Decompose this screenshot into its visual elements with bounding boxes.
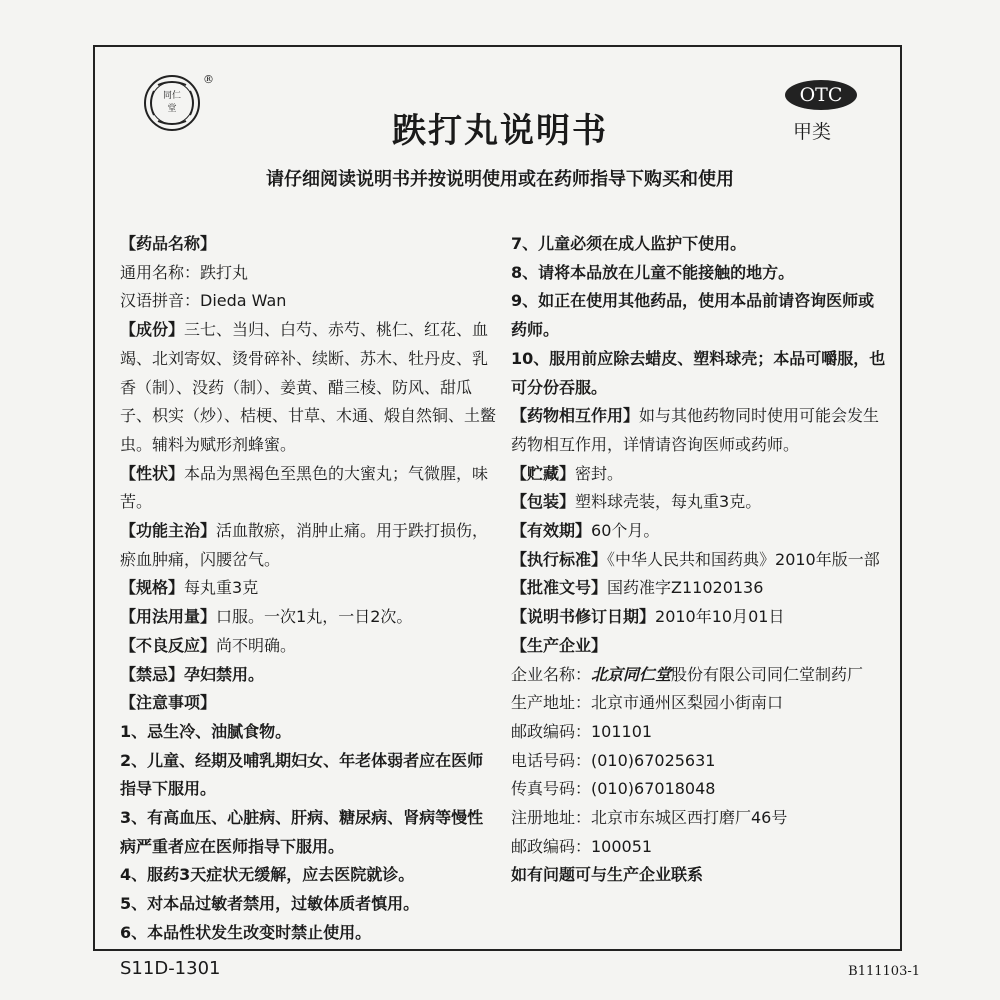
document-title: 跌打丸说明书 bbox=[392, 111, 608, 151]
postcode: 邮政编码：101101 bbox=[511, 721, 653, 741]
company-brand: 北京同仁堂 bbox=[591, 664, 672, 684]
right-column bbox=[511, 230, 886, 890]
section-heading-interaction: 【药物相互作用】 bbox=[511, 406, 640, 426]
section-heading-indications: 【功能主治】 bbox=[120, 521, 217, 541]
interaction-section bbox=[511, 402, 886, 459]
section-heading-name: 【药品名称】 bbox=[120, 234, 217, 253]
adverse-section bbox=[120, 632, 496, 661]
section-heading-approval: 【批准文号】 bbox=[511, 578, 608, 598]
interaction-text: 如与其他药物同时使用可能会发生药物相互作用，详情请咨询医师或药师。 bbox=[511, 406, 880, 454]
storage-section bbox=[511, 460, 886, 489]
company-rest: 股份有限公司同仁堂制药厂 bbox=[671, 664, 864, 684]
package-text: 塑料球壳装，每丸重3克。 bbox=[575, 492, 762, 512]
generic-name: 通用名称：跌打丸 bbox=[120, 262, 249, 282]
precaution-item: 6、本品性状发生改变时禁止使用。 bbox=[120, 922, 372, 942]
ingredients-text: 三七、当归、白芍、赤芍、桃仁、红花、血竭、北刘寄奴、烫骨碎补、续断、苏木、牡丹皮、乳香（制）、没药（制）、姜黄、醋三棱、防风、甜瓜子、枳实（炒）、桔梗、甘草、木通、煅自然铜、土鳖虫。辅料为赋形剂蜂蜜。 bbox=[120, 320, 497, 454]
svg-text:堂: 堂 bbox=[167, 104, 177, 114]
precaution-item: 7、儿童必须在成人监护下使用。 bbox=[511, 234, 747, 253]
footer-code-right: B111103-1 bbox=[848, 964, 920, 979]
section-heading-revision: 【说明书修订日期】 bbox=[511, 607, 656, 627]
precaution-item: 5、对本品过敏者禁用，过敏体质者慎用。 bbox=[120, 894, 420, 914]
company-name bbox=[511, 661, 886, 690]
phone-number: 电话号码：(010)67025631 bbox=[511, 750, 716, 770]
properties-text: 本品为黑褐色至黑色的大蜜丸；气微腥，味苦。 bbox=[120, 463, 489, 512]
precaution-item: 4、服药3天症状无缓解，应去医院就诊。 bbox=[120, 865, 415, 885]
properties-section bbox=[120, 460, 496, 517]
svg-text:同仁: 同仁 bbox=[162, 91, 182, 101]
ingredients-section bbox=[120, 316, 496, 460]
section-heading-adverse: 【不良反应】 bbox=[120, 635, 217, 655]
revision-section bbox=[511, 603, 886, 632]
adverse-text: 尚不明确。 bbox=[216, 635, 297, 655]
spec-section bbox=[120, 574, 496, 603]
postcode: 邮政编码：100051 bbox=[511, 836, 653, 856]
package-section bbox=[511, 488, 886, 517]
section-heading-spec: 【规格】 bbox=[120, 578, 185, 598]
otc-category: 甲类 bbox=[793, 121, 832, 143]
pinyin-name: 汉语拼音：Dieda Wan bbox=[120, 291, 287, 311]
section-heading-manufacturer: 【生产企业】 bbox=[511, 635, 608, 655]
precaution-item: 3、有高血压、心脏病、肝病、糖尿病、肾病等慢性病严重者应在医师指导下服用。 bbox=[120, 808, 484, 856]
dosage-section bbox=[120, 603, 496, 632]
section-heading-standard: 【执行标准】 bbox=[511, 549, 608, 569]
registered-address: 注册地址：北京市东城区西打磨厂46号 bbox=[511, 808, 788, 828]
contra-section bbox=[120, 661, 496, 690]
standard-text: 《中华人民共和国药典》2010年版一部 bbox=[607, 549, 880, 569]
section-heading-precautions: 【注意事项】 bbox=[120, 693, 217, 713]
contra-text: 孕妇禁用。 bbox=[184, 664, 265, 684]
section-heading-contraindications: 【禁忌】 bbox=[120, 664, 185, 684]
precaution-item: 1、忌生冷、油腻食物。 bbox=[120, 721, 292, 741]
section-heading-storage: 【贮藏】 bbox=[511, 463, 576, 483]
spec-text: 每丸重3克 bbox=[184, 578, 259, 598]
production-address: 生产地址：北京市通州区梨园小街南口 bbox=[511, 693, 784, 713]
section-heading-package: 【包装】 bbox=[511, 492, 576, 512]
validity-text: 60个月。 bbox=[591, 521, 660, 541]
validity-section bbox=[511, 517, 886, 546]
section-heading-properties: 【性状】 bbox=[120, 463, 185, 483]
fax-number: 传真号码：(010)67018048 bbox=[511, 779, 716, 799]
company-label: 企业名称： bbox=[511, 664, 592, 684]
indications-text: 活血散瘀，消肿止痛。用于跌打损伤，瘀血肿痛，闪腰岔气。 bbox=[120, 521, 489, 569]
precaution-item: 8、请将本品放在儿童不能接触的地方。 bbox=[511, 262, 795, 282]
approval-text: 国药准字Z11020136 bbox=[607, 578, 764, 598]
indications-section bbox=[120, 517, 496, 574]
otc-badge: OTC bbox=[785, 80, 857, 110]
revision-text: 2010年10月01日 bbox=[655, 607, 785, 627]
precaution-item: 9、如正在使用其他药品，使用本品前请咨询医师或药师。 bbox=[511, 291, 875, 340]
standard-section bbox=[511, 546, 886, 575]
dosage-text: 口服。一次1丸，一日2次。 bbox=[216, 607, 413, 627]
approval-section bbox=[511, 574, 886, 603]
storage-text: 密封。 bbox=[575, 463, 624, 483]
section-heading-ingredients: 【成份】 bbox=[120, 320, 185, 340]
precaution-item: 10、服用前应除去蜡皮、塑料球壳；本品可嚼服，也可分份吞服。 bbox=[511, 348, 886, 397]
section-heading-validity: 【有效期】 bbox=[511, 521, 592, 541]
footer-code-left: S11D-1301 bbox=[120, 958, 221, 979]
instruction-subtitle: 请仔细阅读说明书并按说明使用或在药师指导下购买和使用 bbox=[266, 169, 734, 190]
contact-note: 如有问题可与生产企业联系 bbox=[511, 865, 704, 885]
section-heading-dosage: 【用法用量】 bbox=[120, 607, 217, 627]
precaution-item: 2、儿童、经期及哺乳期妇女、年老体弱者应在医师指导下服用。 bbox=[120, 750, 484, 799]
left-column bbox=[120, 230, 496, 948]
registered-mark: ® bbox=[203, 73, 214, 86]
